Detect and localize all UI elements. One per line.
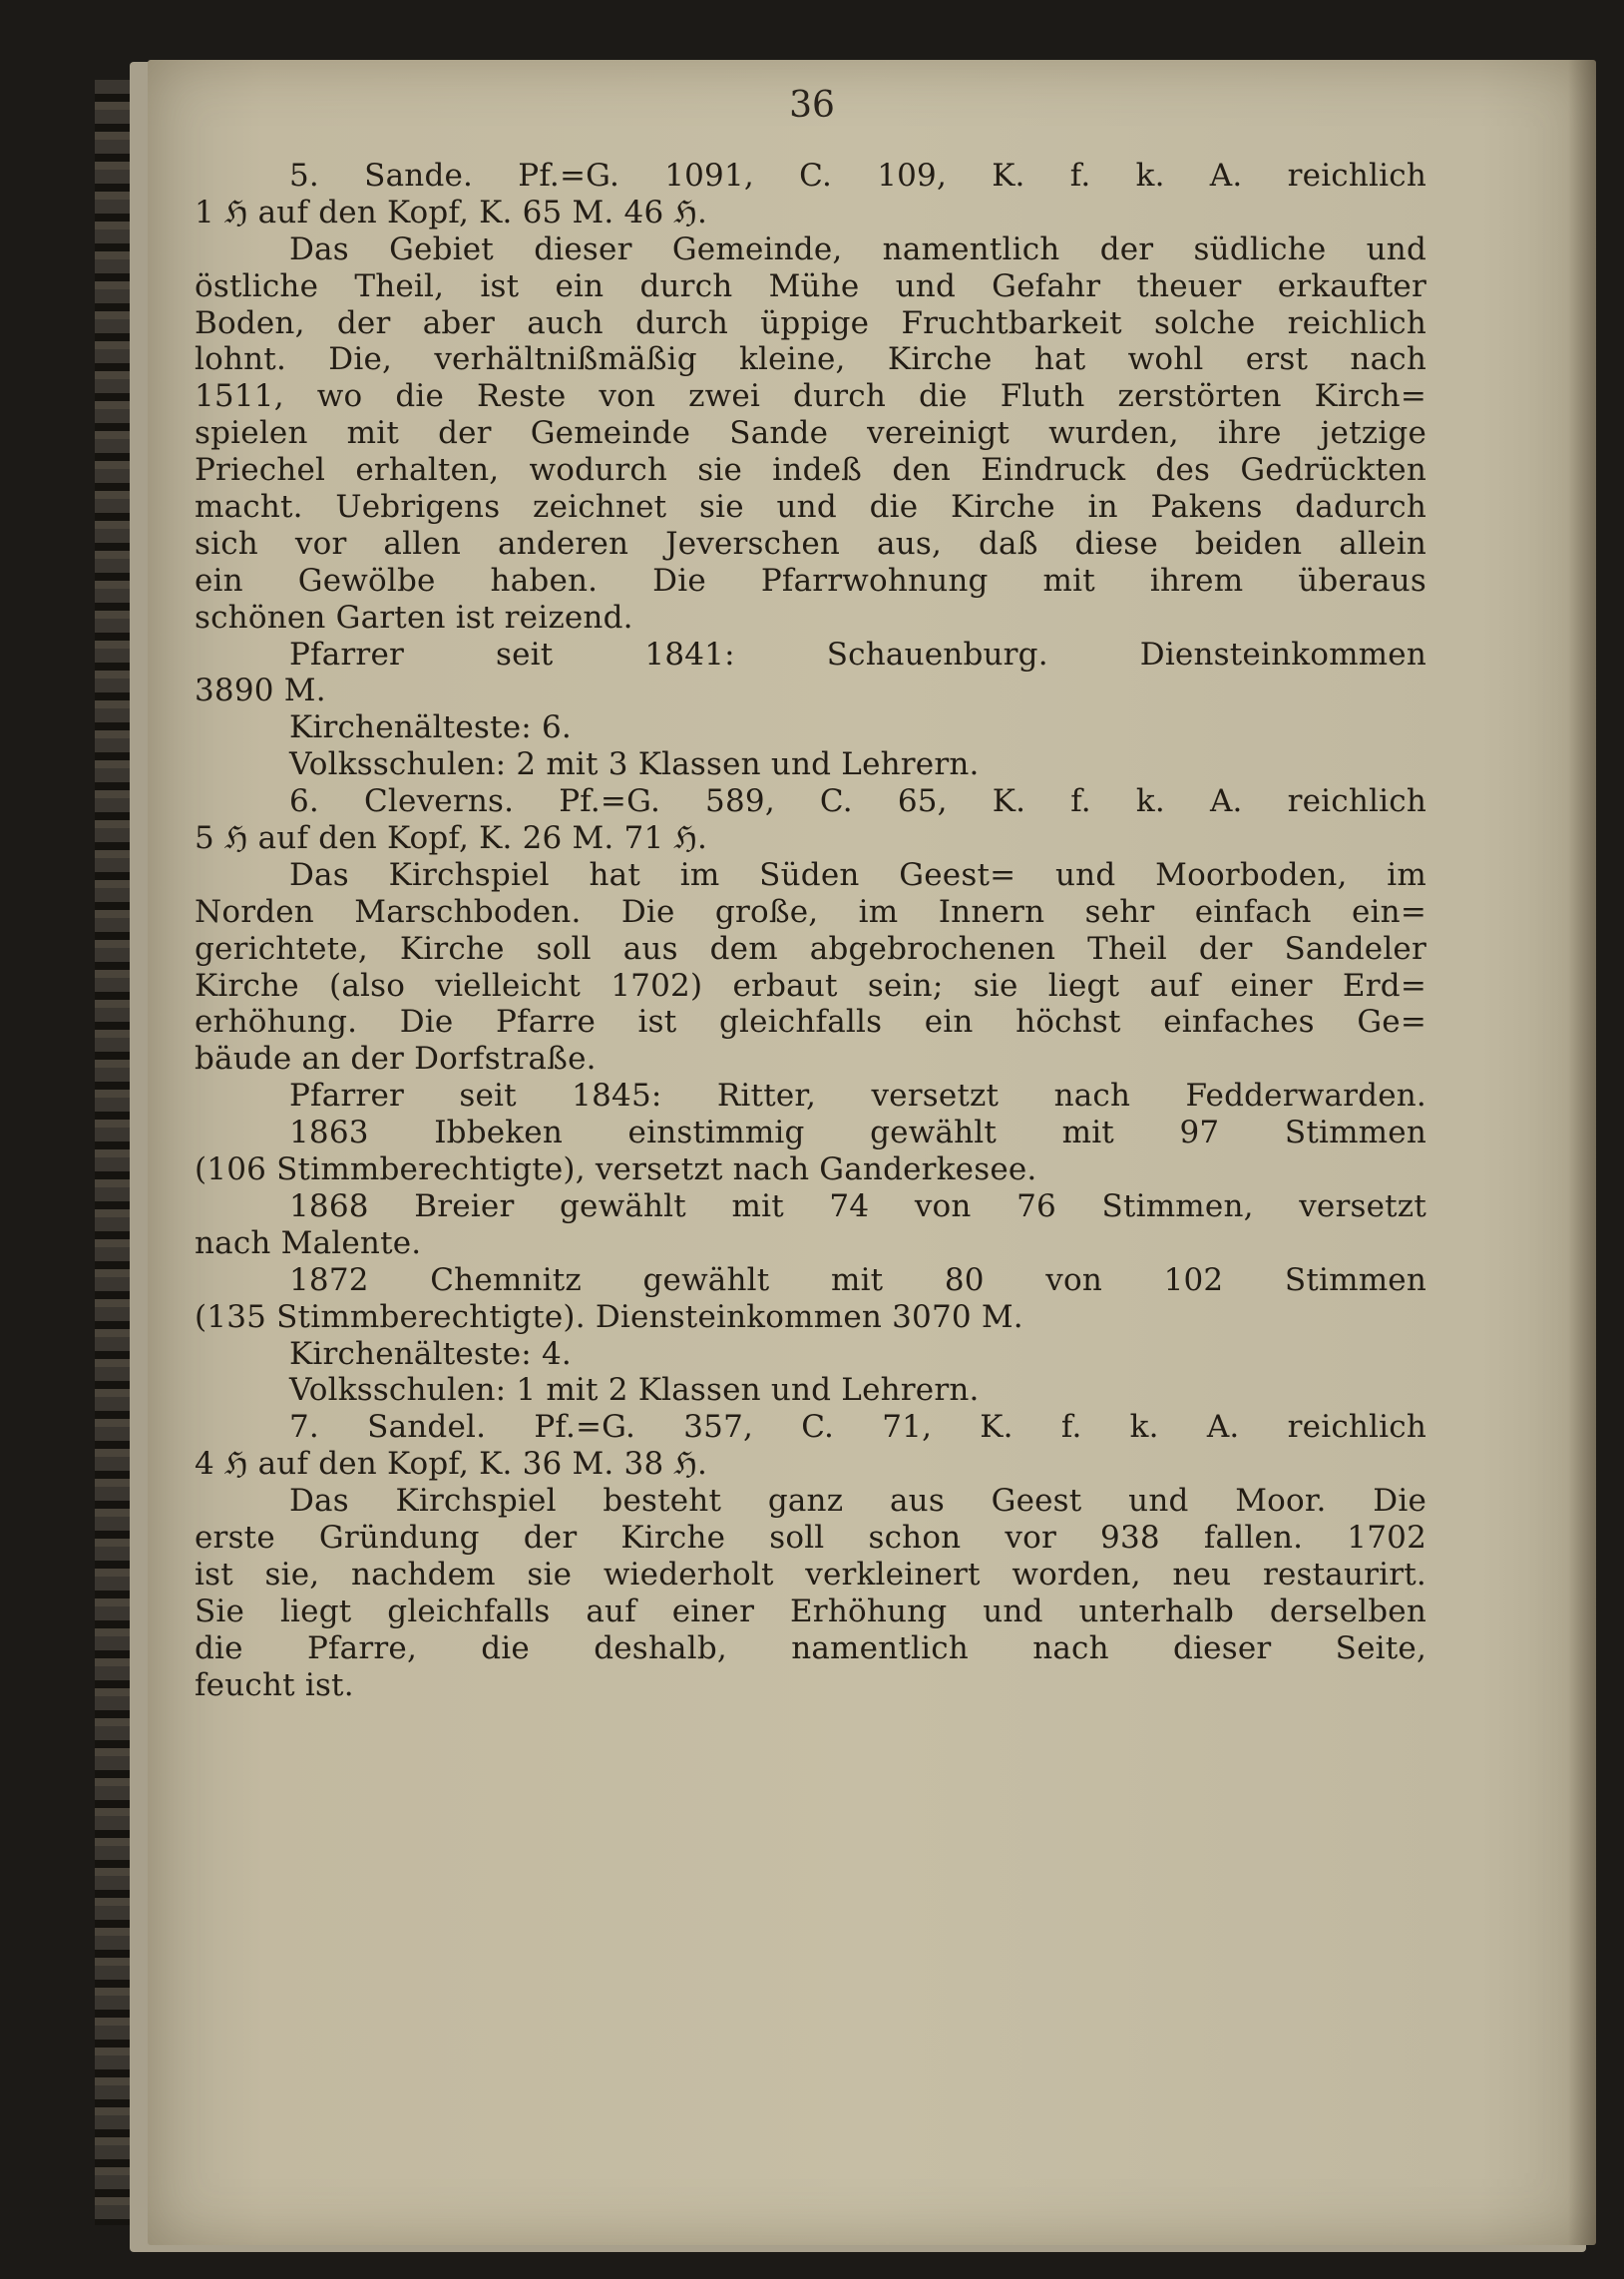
text-line: Kirche (also vielleicht 1702) erbaut sein; sie liegt auf einer Erd= bbox=[195, 967, 1426, 1004]
text-line: 5 ℌ auf den Kopf, K. 26 M. 71 ℌ. bbox=[195, 820, 708, 857]
text-line: Sie liegt gleichfalls auf einer Erhöhung und unterhalb derselben bbox=[195, 1593, 1426, 1629]
text-line: Pfarrer seit 1845: Ritter, versetzt nach Fedderwarden. bbox=[289, 1078, 1426, 1115]
text-line: 7. Sandel. Pf.=G. 357, C. 71, K. f. k. A. reichlich bbox=[289, 1409, 1426, 1446]
text-line: (135 Stimmberechtigte). Diensteinkommen 3070 M. bbox=[195, 1298, 1023, 1335]
text-line: Das Kirchspiel hat im Süden Geest= und Moorboden, im bbox=[289, 856, 1426, 893]
text-line: Pfarrer seit 1841: Schauenburg. Diensteinkommen bbox=[289, 636, 1426, 673]
text-line: lohnt. Die, verhältnißmäßig kleine, Kirche hat wohl erst nach bbox=[195, 341, 1426, 378]
text-line: erhöhung. Die Pfarre ist gleichfalls ein höchst einfaches Ge= bbox=[195, 1004, 1426, 1041]
text-line: gerichtete, Kirche soll aus dem abgebrochenen Theil der Sandeler bbox=[195, 930, 1426, 967]
text-line: feucht ist. bbox=[195, 1666, 354, 1703]
text-line: ist sie, nachdem sie wiederholt verkleinert worden, neu restaurirt. bbox=[195, 1556, 1426, 1593]
text-line: Kirchenälteste: 4. bbox=[289, 1335, 572, 1372]
text-line: 6. Cleverns. Pf.=G. 589, C. 65, K. f. k. A. reichlich bbox=[289, 783, 1426, 820]
text-line: Volksschulen: 2 mit 3 Klassen und Lehrern. bbox=[289, 746, 980, 783]
text-block bbox=[195, 158, 1426, 1703]
text-line: Volksschulen: 1 mit 2 Klassen und Lehrern. bbox=[289, 1372, 980, 1409]
text-line: (106 Stimmberechtigte), versetzt nach Ganderkesee. bbox=[195, 1151, 1037, 1188]
text-line: östliche Theil, ist ein durch Mühe und Gefahr theuer erkaufter bbox=[195, 267, 1426, 304]
text-line: Das Gebiet dieser Gemeinde, namentlich der südliche und bbox=[289, 230, 1426, 267]
text-line: 1511, wo die Reste von zwei durch die Fluth zerstörten Kirch= bbox=[195, 378, 1426, 415]
text-line: 1868 Breier gewählt mit 74 von 76 Stimmen, versetzt bbox=[289, 1187, 1426, 1224]
text-line: 3890 M. bbox=[195, 673, 326, 709]
text-line: 1 ℌ auf den Kopf, K. 65 M. 46 ℌ. bbox=[195, 194, 708, 230]
text-line: 1863 Ibbeken einstimmig gewählt mit 97 Stimmen bbox=[289, 1115, 1426, 1151]
text-line: nach Malente. bbox=[195, 1224, 422, 1261]
text-line: 5. Sande. Pf.=G. 1091, C. 109, K. f. k. A. reichlich bbox=[289, 158, 1426, 194]
text-line: spielen mit der Gemeinde Sande vereinigt wurden, ihre jetzige bbox=[195, 415, 1426, 452]
text-line: sich vor allen anderen Jeverschen aus, daß diese beiden allein bbox=[195, 525, 1426, 562]
text-line: erste Gründung der Kirche soll schon vor 938 fallen. 1702 bbox=[195, 1519, 1426, 1556]
page-gutter-shadow bbox=[1568, 60, 1596, 2245]
text-line: 4 ℌ auf den Kopf, K. 36 M. 38 ℌ. bbox=[195, 1446, 708, 1483]
text-line: die Pfarre, die deshalb, namentlich nach dieser Seite, bbox=[195, 1629, 1426, 1666]
text-line: Das Kirchspiel besteht ganz aus Geest und Moor. Die bbox=[289, 1483, 1426, 1520]
text-line: schönen Garten ist reizend. bbox=[195, 599, 633, 636]
text-line: Priechel erhalten, wodurch sie indeß den Eindruck des Gedrückten bbox=[195, 452, 1426, 489]
text-line: ein Gewölbe haben. Die Pfarrwohnung mit ihrem überaus bbox=[195, 562, 1426, 599]
text-line: bäude an der Dorfstraße. bbox=[195, 1041, 597, 1078]
text-line: Norden Marschboden. Die große, im Innern sehr einfach ein= bbox=[195, 893, 1426, 930]
text-line: macht. Uebrigens zeichnet sie und die Kirche in Pakens dadurch bbox=[195, 489, 1426, 526]
text-line: Kirchenälteste: 6. bbox=[289, 709, 572, 746]
text-line: 1872 Chemnitz gewählt mit 80 von 102 Stimmen bbox=[289, 1261, 1426, 1298]
page-number: 36 bbox=[789, 85, 835, 126]
book-binding bbox=[95, 80, 135, 2225]
text-line: Boden, der aber auch durch üppige Fruchtbarkeit solche reichlich bbox=[195, 304, 1426, 341]
